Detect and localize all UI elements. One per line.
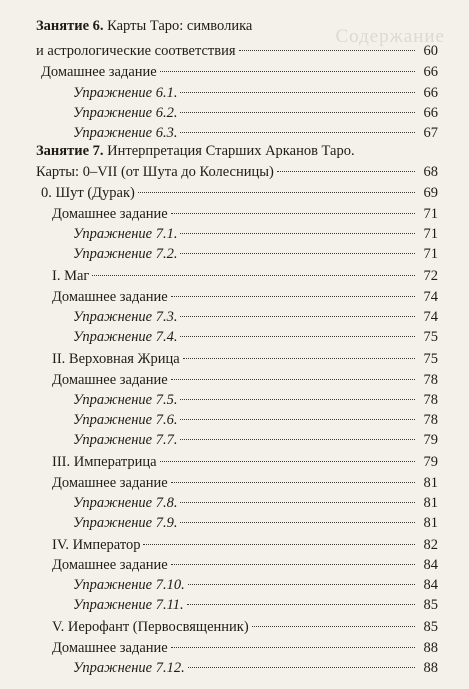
page-number: 81	[423, 475, 438, 491]
page-number: 75	[423, 351, 438, 367]
entry-title: Упражнение 7.9.	[73, 515, 178, 531]
entry-title: Упражнение 7.6.	[73, 412, 178, 428]
dot-leader	[171, 564, 415, 565]
dot-leader	[252, 626, 415, 627]
page-number: 66	[423, 85, 438, 101]
lesson-7-heading	[36, 142, 355, 161]
dot-leader	[180, 502, 415, 503]
dot-leader	[180, 233, 415, 234]
exercise-7-11[interactable]	[73, 596, 438, 615]
dot-leader	[171, 482, 415, 483]
dot-leader	[171, 647, 415, 648]
page-number: 66	[423, 64, 438, 80]
entry-title: Домашнее задание	[52, 640, 168, 656]
entry-title: Упражнение 7.8.	[73, 495, 178, 511]
lesson-7-label: Занятие 7.	[36, 143, 104, 159]
dot-leader	[160, 461, 415, 462]
page-number: 66	[423, 105, 438, 121]
lesson-7-title-cont: Карты: 0–VII (от Шута до Колесницы)	[36, 164, 274, 180]
lesson-6-title-cont: и астрологические соответствия	[36, 43, 236, 59]
entry-title: Упражнение 7.4.	[73, 329, 178, 345]
exercise-7-8[interactable]	[73, 494, 438, 513]
entry-title: III. Императрица	[52, 454, 157, 470]
card-2-entry[interactable]	[52, 350, 438, 369]
dot-leader	[171, 379, 415, 380]
exercise-7-10[interactable]	[73, 576, 438, 595]
entry-title: Домашнее задание	[52, 372, 168, 388]
dot-leader	[188, 667, 415, 668]
page-number: 67	[423, 125, 438, 141]
exercise-7-4[interactable]	[73, 328, 438, 347]
page-number: 74	[423, 309, 438, 325]
lesson-6-label: Занятие 6.	[36, 18, 104, 34]
lesson-6-title: Карты Таро: символика	[107, 18, 253, 34]
page-number: 84	[423, 577, 438, 593]
page-number: 71	[423, 246, 438, 262]
exercise-7-3[interactable]	[73, 308, 438, 327]
dot-leader	[180, 522, 415, 523]
exercise-7-1[interactable]	[73, 225, 438, 244]
entry-title: Упражнение 7.5.	[73, 392, 178, 408]
entry-title: Упражнение 6.3.	[73, 125, 178, 141]
page-number: 88	[423, 640, 438, 656]
entry-title: Упражнение 7.7.	[73, 432, 178, 448]
entry-title: Домашнее задание	[52, 289, 168, 305]
card-2-homework[interactable]	[52, 371, 438, 390]
page-number: 75	[423, 329, 438, 345]
entry-title: Домашнее задание	[52, 206, 168, 222]
page-number: 78	[423, 392, 438, 408]
dot-leader	[180, 336, 415, 337]
bleed-through-text: Содержание	[335, 26, 445, 47]
entry-title: V. Иерофант (Первосвященник)	[52, 619, 249, 635]
entry-title: Упражнение 7.12.	[73, 660, 185, 676]
page-number: 85	[423, 597, 438, 613]
page-number: 74	[423, 289, 438, 305]
dot-leader	[180, 132, 415, 133]
page-number: 60	[423, 43, 438, 59]
lesson-6-entry[interactable]	[36, 42, 438, 61]
entry-title: Упражнение 7.3.	[73, 309, 178, 325]
dot-leader	[180, 399, 415, 400]
lesson-6-homework[interactable]	[41, 63, 438, 82]
dot-leader	[180, 419, 415, 420]
entry-title: I. Маг	[52, 268, 90, 284]
dot-leader	[92, 275, 415, 276]
lesson-7-entry[interactable]	[36, 163, 438, 182]
entry-title: Упражнение 7.1.	[73, 226, 178, 242]
card-0-homework[interactable]	[52, 205, 438, 224]
dot-leader	[187, 604, 415, 605]
lesson-7-title: Интерпретация Старших Арканов Таро.	[107, 143, 355, 159]
card-4-homework[interactable]	[52, 556, 438, 575]
page-number: 78	[423, 372, 438, 388]
dot-leader	[138, 192, 415, 193]
lesson-6-heading	[36, 17, 252, 36]
card-5-homework[interactable]	[52, 639, 438, 658]
page-number: 71	[423, 206, 438, 222]
page-number: 81	[423, 495, 438, 511]
dot-leader	[188, 584, 415, 585]
dot-leader	[239, 50, 415, 51]
card-1-entry[interactable]	[52, 267, 438, 286]
exercise-7-12[interactable]	[73, 659, 438, 678]
page-number: 81	[423, 515, 438, 531]
exercise-6-3[interactable]	[73, 124, 438, 143]
card-1-homework[interactable]	[52, 288, 438, 307]
dot-leader	[171, 296, 415, 297]
entry-title: II. Верховная Жрица	[52, 351, 180, 367]
page-number: 68	[423, 164, 438, 180]
dot-leader	[180, 316, 415, 317]
page-number: 69	[423, 185, 438, 201]
entry-title: Домашнее задание	[41, 64, 157, 80]
card-0-entry[interactable]	[41, 184, 438, 203]
entry-title: Домашнее задание	[52, 557, 168, 573]
card-3-entry[interactable]	[52, 453, 438, 472]
dot-leader	[160, 71, 415, 72]
card-4-entry[interactable]	[52, 536, 438, 555]
entry-title: Упражнение 6.1.	[73, 85, 178, 101]
page-number: 78	[423, 412, 438, 428]
entry-title: Упражнение 6.2.	[73, 105, 178, 121]
dot-leader	[180, 439, 415, 440]
exercise-6-1[interactable]	[73, 84, 438, 103]
entry-title: Упражнение 7.11.	[73, 597, 184, 613]
exercise-7-2[interactable]	[73, 245, 438, 264]
exercise-6-2[interactable]	[73, 104, 438, 123]
page-number: 82	[423, 537, 438, 553]
exercise-7-9[interactable]	[73, 514, 438, 533]
exercise-7-6[interactable]	[73, 411, 438, 430]
dot-leader	[171, 213, 415, 214]
dot-leader	[180, 112, 415, 113]
dot-leader	[143, 544, 415, 545]
entry-title: Домашнее задание	[52, 475, 168, 491]
entry-title: IV. Император	[52, 537, 141, 553]
exercise-7-7[interactable]	[73, 431, 438, 450]
page-number: 79	[423, 432, 438, 448]
page-number: 85	[423, 619, 438, 635]
card-3-homework[interactable]	[52, 474, 438, 493]
entry-title: Упражнение 7.10.	[73, 577, 185, 593]
dot-leader	[183, 358, 415, 359]
entry-title: Упражнение 7.2.	[73, 246, 178, 262]
dot-leader	[277, 171, 415, 172]
page-number: 79	[423, 454, 438, 470]
card-5-entry[interactable]	[52, 618, 438, 637]
dot-leader	[180, 92, 415, 93]
page-number: 88	[423, 660, 438, 676]
entry-title: 0. Шут (Дурак)	[41, 185, 135, 201]
dot-leader	[180, 253, 415, 254]
page-number: 84	[423, 557, 438, 573]
page-number: 71	[423, 226, 438, 242]
exercise-7-5[interactable]	[73, 391, 438, 410]
page-number: 72	[423, 268, 438, 284]
